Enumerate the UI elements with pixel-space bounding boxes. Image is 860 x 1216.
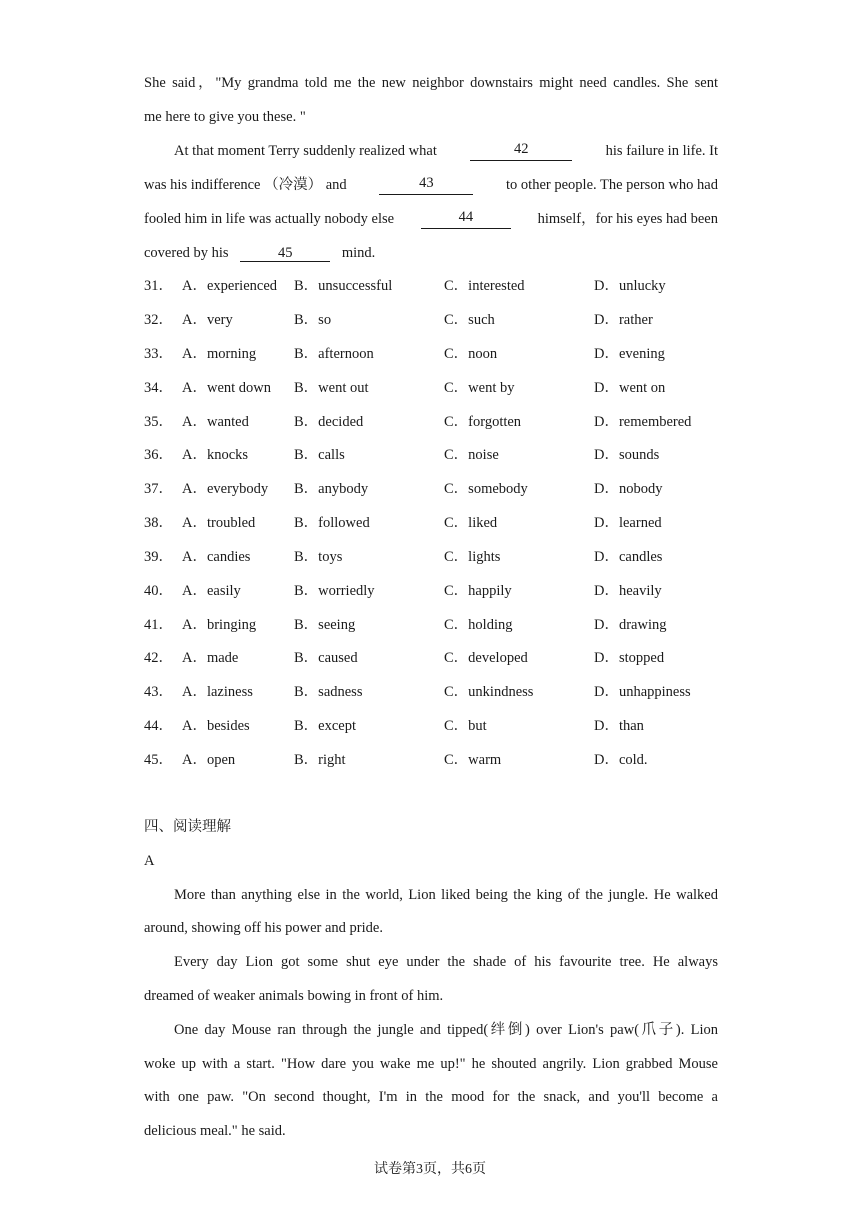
option-a: A．knocks xyxy=(182,447,249,463)
option-d: D．nobody xyxy=(594,481,663,497)
question-number: 38． xyxy=(144,515,173,531)
option-row xyxy=(144,716,718,736)
question-number: 31． xyxy=(144,278,173,294)
option-row xyxy=(144,750,718,770)
question-number: 39． xyxy=(144,549,173,565)
option-row xyxy=(144,547,718,567)
question-number: 36． xyxy=(144,447,173,463)
passage-text: himself，for his eyes had been xyxy=(537,211,718,227)
option-b: B．anybody xyxy=(294,481,369,497)
option-b: B．toys xyxy=(294,549,343,565)
option-b: B．followed xyxy=(294,515,370,531)
option-a: A．troubled xyxy=(182,515,256,531)
option-c: C．lights xyxy=(444,549,501,565)
option-a: A．very xyxy=(182,312,233,328)
option-b: B．worriedly xyxy=(294,583,375,599)
option-c: C．noise xyxy=(444,447,499,463)
option-a: A．candies xyxy=(182,549,251,565)
passage-line xyxy=(144,243,718,263)
passage-line xyxy=(144,175,718,195)
option-d: D．evening xyxy=(594,346,665,362)
passage-line xyxy=(174,141,718,161)
question-number: 33． xyxy=(144,346,173,362)
option-c: C．went by xyxy=(444,380,515,396)
passage-line: She said，"My grandma told me the new neighbor downstairs might need candles. She sent xyxy=(144,75,718,91)
question-number: 41． xyxy=(144,617,173,633)
option-c: C．liked xyxy=(444,515,498,531)
option-d: D．stopped xyxy=(594,650,665,666)
option-c: C．warm xyxy=(444,752,502,768)
option-d: D．rather xyxy=(594,312,653,328)
option-a: A．experienced xyxy=(182,278,278,294)
section-part-label: A xyxy=(144,853,155,869)
option-c: C．unkindness xyxy=(444,684,534,700)
option-b: B．went out xyxy=(294,380,369,396)
passage-line: me here to give you these. " xyxy=(144,109,306,125)
passage-text: fooled him in life was actually nobody else xyxy=(144,211,395,227)
blank-44: 44 xyxy=(421,209,511,229)
option-row xyxy=(144,412,718,432)
option-row xyxy=(144,581,718,601)
option-row xyxy=(144,310,718,330)
option-row xyxy=(144,445,718,465)
option-b: B．decided xyxy=(294,414,364,430)
option-b: B．sadness xyxy=(294,684,363,700)
option-a: A．made xyxy=(182,650,239,666)
option-c: C．happily xyxy=(444,583,512,599)
option-a: A．everybody xyxy=(182,481,269,497)
question-number: 44． xyxy=(144,718,173,734)
option-d: D．unlucky xyxy=(594,278,666,294)
question-number: 32． xyxy=(144,312,173,328)
option-row xyxy=(144,378,718,398)
story-line: dreamed of weaker animals bowing in front of him. xyxy=(144,988,444,1004)
blank-45: 45 xyxy=(240,245,330,262)
option-c: C．holding xyxy=(444,617,513,633)
option-d: D．went on xyxy=(594,380,666,396)
passage-text: mind. xyxy=(341,245,376,261)
option-a: A．morning xyxy=(182,346,257,362)
option-a: A．easily xyxy=(182,583,241,599)
option-d: D．cold. xyxy=(594,752,648,768)
option-a: A．laziness xyxy=(182,684,253,700)
option-row xyxy=(144,648,718,668)
option-a: A．wanted xyxy=(182,414,249,430)
question-number: 42． xyxy=(144,650,173,666)
option-c: C．somebody xyxy=(444,481,528,497)
option-d: D．drawing xyxy=(594,617,667,633)
passage-line xyxy=(144,209,718,229)
option-b: B．unsuccessful xyxy=(294,278,393,294)
option-row xyxy=(144,276,718,296)
story-line: woke up with a start. "How dare you wake me up!" he shouted angrily. Lion grabbed Mouse xyxy=(144,1056,718,1072)
page-footer: 试卷第3页，共6页 xyxy=(374,1162,486,1177)
option-d: D．learned xyxy=(594,515,662,531)
story-line: Every day Lion got some shut eye under the shade of his favourite tree. He always xyxy=(174,954,718,970)
question-number: 37． xyxy=(144,481,173,497)
option-b: B．caused xyxy=(294,650,358,666)
option-c: C．noon xyxy=(444,346,498,362)
story-line: delicious meal." he said. xyxy=(144,1123,286,1139)
option-b: B．seeing xyxy=(294,617,356,633)
passage-text: covered by his xyxy=(144,245,229,261)
option-a: A．open xyxy=(182,752,236,768)
option-row xyxy=(144,682,718,702)
passage-text: to other people. The person who had xyxy=(506,177,718,193)
option-c: C．forgotten xyxy=(444,414,522,430)
option-c: C．interested xyxy=(444,278,525,294)
option-b: B．right xyxy=(294,752,346,768)
passage-text: At that moment Terry suddenly realized what xyxy=(174,143,437,159)
option-c: C．developed xyxy=(444,650,528,666)
question-number: 34． xyxy=(144,380,173,396)
story-line: More than anything else in the world, Lion liked being the king of the jungle. He walked xyxy=(174,887,718,903)
option-a: A．besides xyxy=(182,718,250,734)
passage-text: his failure in life. It xyxy=(605,143,718,159)
option-row xyxy=(144,479,718,499)
option-c: C．such xyxy=(444,312,495,328)
option-d: D．sounds xyxy=(594,447,660,463)
blank-43: 43 xyxy=(379,175,473,195)
question-number: 45． xyxy=(144,752,173,768)
option-a: A．went down xyxy=(182,380,272,396)
option-d: D．heavily xyxy=(594,583,662,599)
option-d: D．than xyxy=(594,718,644,734)
question-number: 43． xyxy=(144,684,173,700)
option-d: D．remembered xyxy=(594,414,692,430)
section-heading: 四、阅读理解 xyxy=(144,819,231,835)
story-line: with one paw. "On second thought, I'm in the mood for the snack, and you'll become a xyxy=(144,1089,718,1105)
option-row xyxy=(144,615,718,635)
question-number: 35． xyxy=(144,414,173,430)
passage-text: was his indifference （冷漠） and xyxy=(144,177,347,193)
option-d: D．candles xyxy=(594,549,663,565)
option-a: A．bringing xyxy=(182,617,257,633)
story-line: around, showing off his power and pride. xyxy=(144,920,383,936)
option-b: B．calls xyxy=(294,447,345,463)
option-b: B．so xyxy=(294,312,332,328)
blank-42: 42 xyxy=(470,141,572,161)
option-c: C．but xyxy=(444,718,487,734)
story-line: One day Mouse ran through the jungle and tipped(绊倒) over Lion's paw(爪子). Lion xyxy=(174,1022,718,1038)
question-number: 40． xyxy=(144,583,173,599)
option-row xyxy=(144,344,718,364)
option-b: B．except xyxy=(294,718,357,734)
option-d: D．unhappiness xyxy=(594,684,691,700)
option-b: B．afternoon xyxy=(294,346,374,362)
option-row xyxy=(144,513,718,533)
